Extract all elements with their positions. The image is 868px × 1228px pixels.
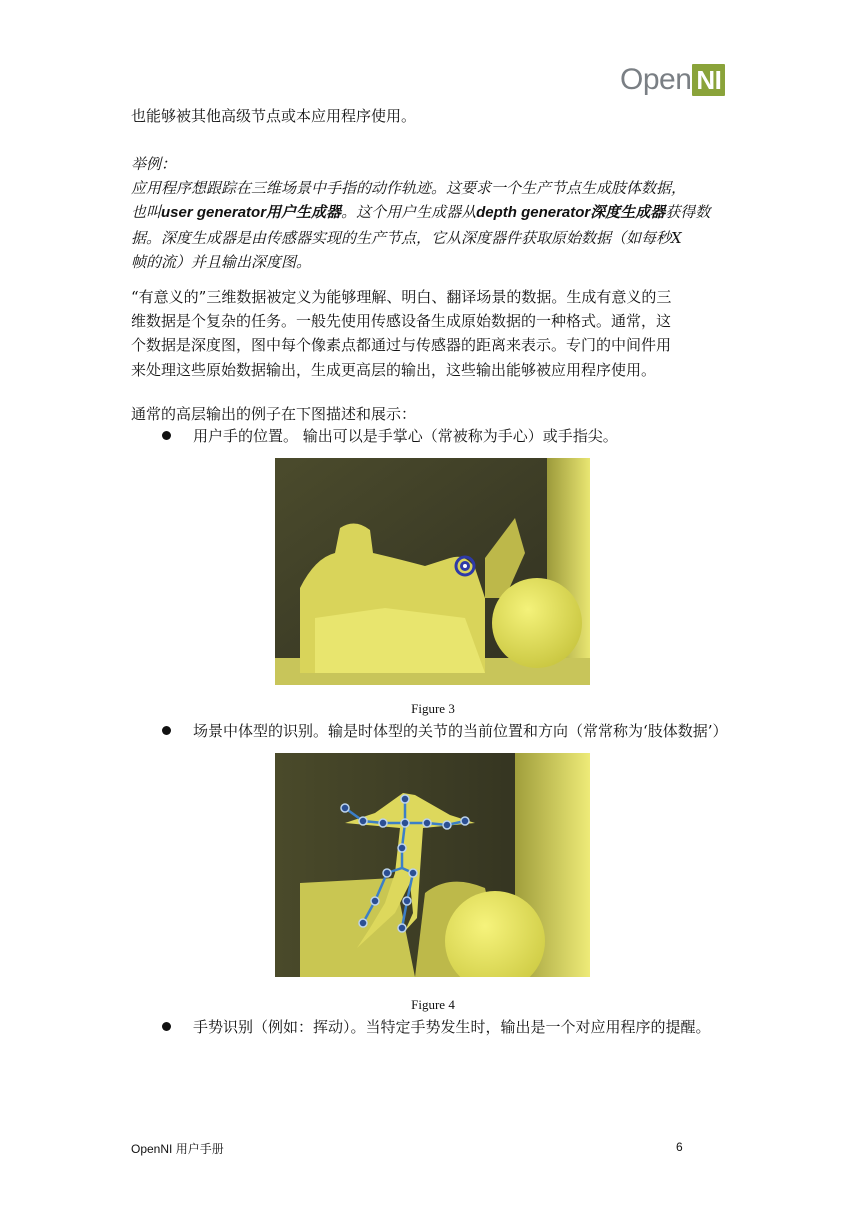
skeleton-tracking-image <box>275 753 590 977</box>
meaningful-data-paragraph <box>131 285 741 382</box>
paragraph-continuation: 也能够被其他高级节点或本应用程序使用。 <box>131 107 417 125</box>
bullet-text: 场景中体型的识别。输是时体型的关节的当前位置和方向（常常称为‘肢体数据’） <box>193 722 728 740</box>
user-generator-term: user generator用户生成器 <box>161 204 342 222</box>
openni-logo <box>620 60 725 100</box>
example-line-3: 据。深度生成器是由传感器实现的生产节点，它从深度器件获取原始数据（如每秒X <box>131 228 682 247</box>
hand-tracking-image <box>275 458 590 685</box>
logo-text: Open <box>620 63 692 96</box>
meaning-line-3: 个数据是深度图，图中每个像素点都通过与传感器的距离来表示。专门的中间件用 <box>131 336 672 355</box>
example-line-4: 帧的流）并且输出深度图。 <box>131 252 312 271</box>
example-block <box>131 152 741 274</box>
meaning-line-2: 维数据是个复杂的任务。一般先使用传感设备生成原始数据的一种格式。通常，这 <box>131 312 672 331</box>
bullet-hand-position <box>162 424 618 448</box>
example-label: 举例： <box>131 155 177 173</box>
examples-intro: 通常的高层输出的例子在下图描述和展示： <box>131 405 417 423</box>
bullet-dot <box>162 431 171 440</box>
logo-badge: NI <box>692 64 725 96</box>
bullet-text: 手势识别（例如：挥动）。当特定手势发生时，输出是一个对应用程序的提醒。 <box>193 1018 711 1036</box>
example-line-2: 也叫user generator用户生成器。这个用户生成器从depth generator深度生成器获得数 <box>131 203 711 222</box>
bullet-text: 用户手的位置。 输出可以是手掌心（常被称为手心）或手指尖。 <box>193 427 618 445</box>
bullet-dot <box>162 1022 171 1031</box>
figure-4-caption: Figure 4 <box>411 997 455 1012</box>
meaning-line-4: 来处理这些原始数据输出，生成更高层的输出，这些输出能够被应用程序使用。 <box>131 360 657 379</box>
figure-4-skeleton <box>275 753 590 977</box>
figure-3-caption: Figure 3 <box>411 701 455 716</box>
depth-generator-term: depth generator深度生成器 <box>476 204 666 222</box>
bullet-gesture-recognition <box>162 1015 711 1039</box>
bullet-body-recognition <box>162 719 728 743</box>
figure-3-depth-hand <box>275 458 590 685</box>
example-line-1: 应用程序想跟踪在三维场景中手指的动作轨迹。这要求一个生产节点生成肢体数据， <box>131 179 687 198</box>
footer-title: OpenNI 用户手册 <box>131 1142 224 1156</box>
meaning-line-1: “有意义的”三维数据被定义为能够理解、明白、翻译场景的数据。生成有意义的三 <box>131 288 672 306</box>
bullet-dot <box>162 726 171 735</box>
page-number: 6 <box>676 1140 683 1154</box>
